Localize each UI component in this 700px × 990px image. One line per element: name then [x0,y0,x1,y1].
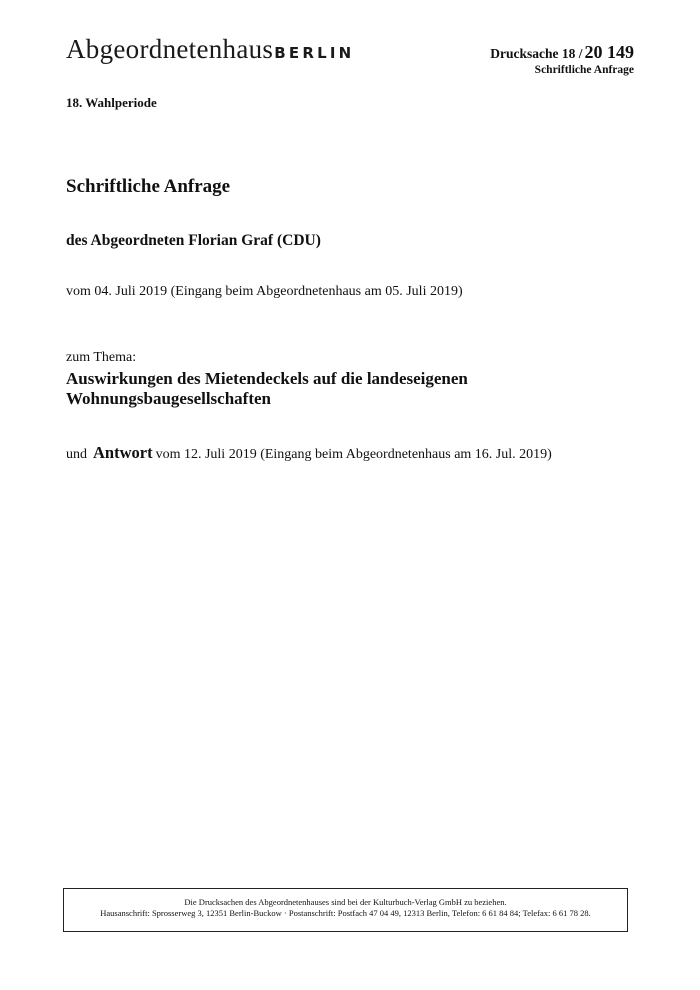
answer-word: Antwort [93,443,153,462]
document-type: Schriftliche Anfrage [534,64,634,76]
answer-prefix: und [66,447,87,462]
answer-date: vom 12. Juli 2019 (Eingang beim Abgeordnetenhaus am 16. Jul. 2019) [155,447,552,462]
answer-line [66,443,552,463]
drucksache-number: 20 149 [584,42,634,62]
footer-box [63,888,628,932]
parliament-logo [66,36,354,63]
drucksache-slash: / [578,46,583,61]
topic-heading [66,369,586,409]
page-title: Schriftliche Anfrage [66,176,231,197]
footer-line-2: Hausanschrift: Sprosserweg 3, 12351 Berlin-Buckow · Postanschrift: Postfach 47 04 49, 12313 Berlin, Telefon: 6 61 84 84; Telefax: 6 61 78 28. [100,908,591,918]
topic-line-2: Wohnungsbaugesellschaften [66,389,271,408]
document-number [490,42,634,63]
author-line: des Abgeordneten Florian Graf (CDU) [66,232,321,249]
logo-wordmark: Abgeordnetenhaus [66,34,274,64]
logo-city: BERLIN [274,44,355,62]
legislative-period: 18. Wahlperiode [66,95,157,110]
document-number-block [490,42,634,76]
footer-line-1: Die Drucksachen des Abgeordnetenhauses sind bei der Kulturbuch-Verlag GmbH zu beziehen. [184,897,507,907]
drucksache-prefix: Drucksache 18 [490,46,576,61]
topic-label: zum Thema: [66,350,137,365]
topic-line-1: Auswirkungen des Mietendeckels auf die landeseigenen [66,369,468,388]
date-line: vom 04. Juli 2019 (Eingang beim Abgeordnetenhaus am 05. Juli 2019) [66,284,463,299]
